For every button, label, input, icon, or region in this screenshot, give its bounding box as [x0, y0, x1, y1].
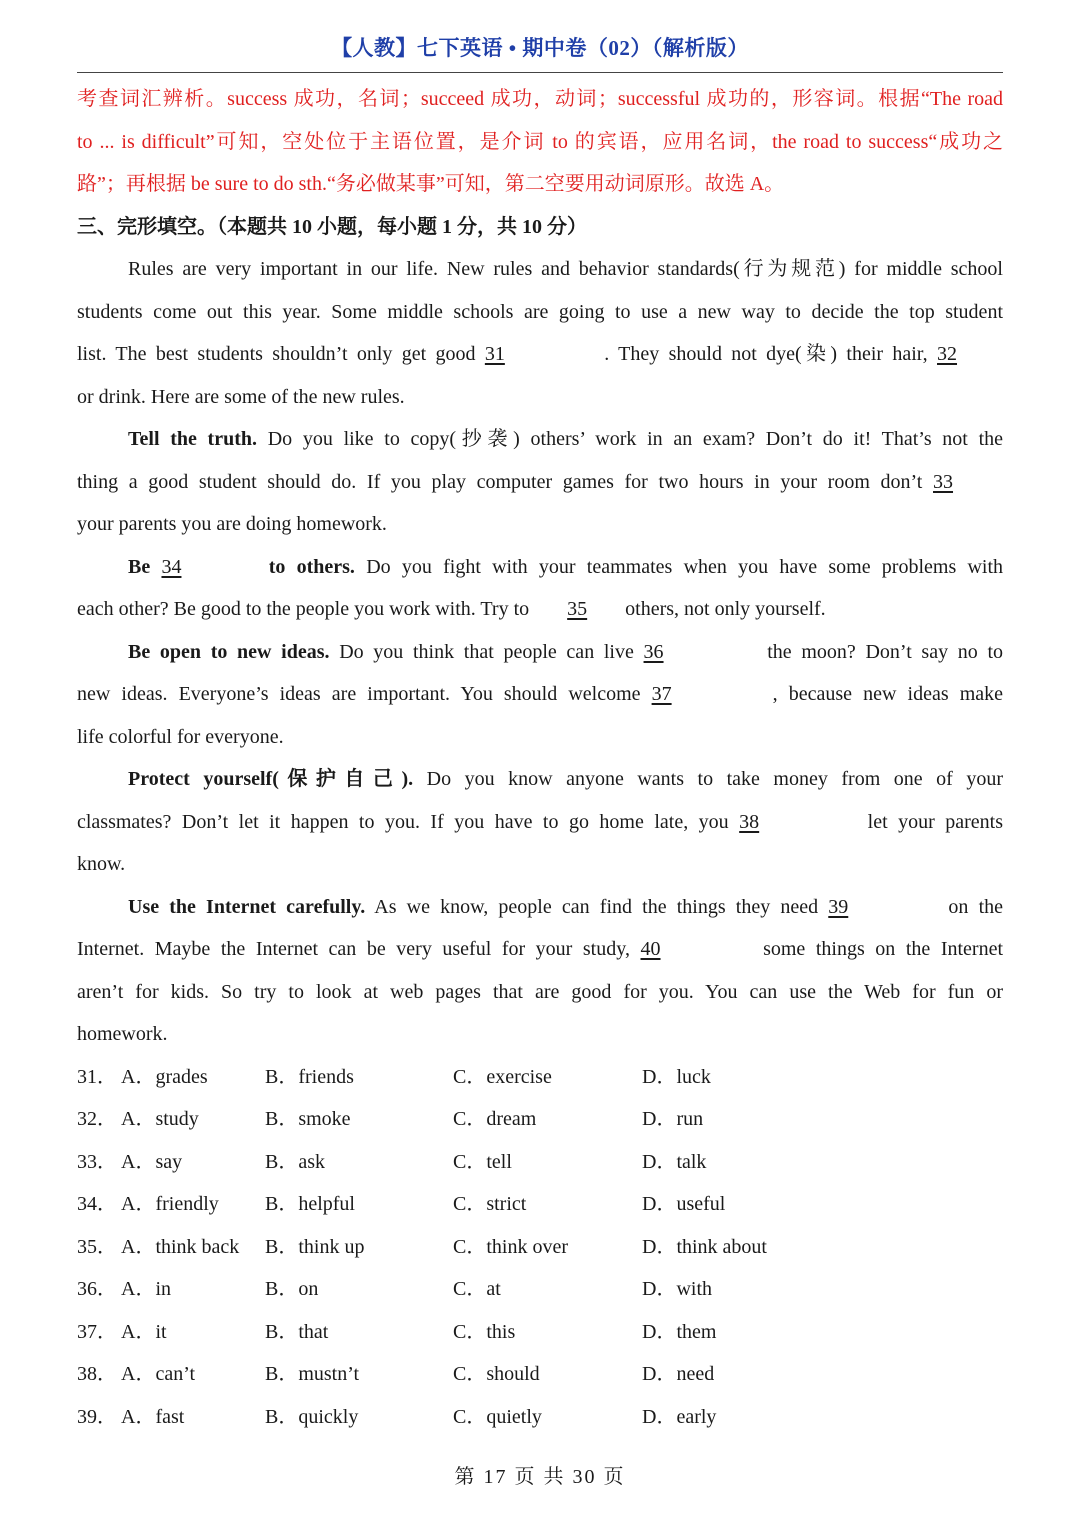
passage-line: students come out this year. Some middle schools are going to use a new way to decide the top student: [77, 300, 1003, 323]
option-d: D．run: [642, 1108, 704, 1130]
blank-38: 38: [739, 810, 760, 833]
option-row: [77, 1396, 1003, 1439]
passage-line: [77, 928, 1003, 971]
option-c: C．at: [453, 1278, 501, 1300]
option-b: B．think up: [265, 1235, 365, 1258]
explanation-line-1: 考查词汇辨析。success 成功，名词；succeed 成功，动词；successful 成功的，形容词。根据“The road: [77, 88, 1003, 110]
passage-line: [77, 418, 1003, 461]
passage-text: , because new ideas make: [772, 683, 1003, 705]
question-number: 38．: [77, 1363, 117, 1385]
option-b: B．quickly: [265, 1405, 359, 1428]
option-a: A．grades: [121, 1065, 208, 1088]
passage-line: [77, 588, 1003, 631]
passage-line: [77, 673, 1003, 716]
paragraph-heading: Be open to new ideas.: [128, 640, 330, 663]
passage-text: . They should not dye(染) their hair,: [604, 343, 928, 365]
blank-40: 40: [640, 938, 661, 960]
paragraph-heading: to others.: [268, 555, 355, 578]
question-number: 37．: [77, 1320, 117, 1343]
option-a: A．think back: [121, 1235, 240, 1258]
option-a: A．say: [121, 1150, 183, 1173]
passage-text: on the: [948, 895, 1004, 918]
header-divider: [77, 72, 1003, 73]
question-number: 39．: [77, 1405, 117, 1428]
passage-text: Do you fight with your teammates when you have some problems with: [366, 555, 1004, 578]
passage-line: your parents you are doing homework.: [77, 513, 387, 535]
option-b: B．mustn’t: [265, 1363, 360, 1385]
blank-36: 36: [643, 640, 664, 663]
option-c: C．should: [453, 1363, 540, 1385]
paragraph-heading: Protect yourself(保护自己).: [128, 768, 414, 790]
option-d: D．with: [642, 1278, 712, 1300]
option-row: [77, 1098, 1003, 1141]
passage-line: know.: [77, 853, 126, 875]
option-a: A．in: [121, 1278, 171, 1300]
option-b: B．helpful: [265, 1193, 355, 1215]
options-list: [77, 1056, 1003, 1439]
option-d: D．think about: [642, 1235, 767, 1258]
option-row: [77, 1353, 1003, 1396]
passage-text: As we know, people can find the things they need: [374, 895, 819, 918]
paragraph-heading: Tell the truth.: [128, 428, 258, 450]
question-number: 36．: [77, 1278, 117, 1300]
question-number: 32．: [77, 1108, 117, 1130]
option-b: B．that: [265, 1320, 329, 1343]
passage-text: new ideas. Everyone’s ideas are important. You should welcome: [77, 683, 641, 705]
question-number: 34．: [77, 1193, 117, 1215]
passage-text: the moon? Don’t say no to: [767, 640, 1004, 663]
passage-text: Internet. Maybe the Internet can be very useful for your study,: [77, 938, 630, 960]
blank-31: 31: [484, 343, 505, 365]
option-a: A．study: [121, 1108, 199, 1130]
option-b: B．on: [265, 1278, 319, 1300]
section-title: 三、完形填空。（本题共 10 小题，每小题 1 分，共 10 分）: [77, 215, 587, 238]
passage-line: or drink. Here are some of the new rules.: [77, 385, 405, 408]
option-a: A．friendly: [121, 1193, 219, 1215]
option-b: B．smoke: [265, 1108, 351, 1130]
question-number: 35．: [77, 1235, 117, 1258]
blank-35: 35: [567, 598, 588, 620]
passage-text: let your parents: [867, 810, 1004, 833]
passage-text: others, not only yourself.: [625, 598, 826, 620]
option-c: C．strict: [453, 1193, 527, 1215]
passage-text: Do you like to copy(抄袭) others’ work in an exam? Don’t do it! That’s not the: [267, 428, 1004, 450]
option-d: D．useful: [642, 1193, 726, 1215]
passage-line: [77, 758, 1003, 801]
option-d: D．luck: [642, 1065, 711, 1088]
option-d: D．them: [642, 1320, 717, 1343]
option-c: C．this: [453, 1320, 516, 1343]
passage-line: [77, 631, 1003, 674]
passage-line: [77, 461, 1003, 504]
blank-34: 34: [161, 555, 182, 578]
passage-text: each other? Be good to the people you work with. Try to: [77, 598, 530, 620]
document-body: [77, 78, 1003, 1438]
option-row: [77, 1311, 1003, 1354]
paragraph-heading: Be: [128, 555, 151, 578]
passage-line: homework.: [77, 1023, 168, 1045]
question-number: 33．: [77, 1150, 117, 1173]
passage-text: thing a good student should do. If you play computer games for two hours in your room don’t: [77, 470, 923, 493]
blank-39: 39: [828, 895, 849, 918]
option-b: B．ask: [265, 1150, 325, 1173]
page-footer: 第 17 页 共 30 页: [454, 1466, 626, 1488]
blank-37: 37: [651, 683, 672, 705]
option-b: B．friends: [265, 1065, 354, 1088]
passage-text: Do you think that people can live: [339, 640, 634, 663]
passage-text: Do you know anyone wants to take money from one of your: [426, 768, 1003, 790]
passage-line: [77, 333, 1003, 376]
option-c: C．tell: [453, 1150, 512, 1173]
passage-text: list. The best students shouldn’t only get good: [77, 343, 476, 365]
option-d: D．talk: [642, 1150, 707, 1173]
passage-line: [77, 546, 1003, 589]
option-row: [77, 1183, 1003, 1226]
option-c: C．quietly: [453, 1405, 542, 1428]
option-c: C．think over: [453, 1235, 568, 1258]
option-a: A．fast: [121, 1405, 185, 1428]
passage-line: Rules are very important in our life. New rules and behavior standards(行为规范) for middle school: [128, 258, 1003, 280]
option-row: [77, 1056, 1003, 1099]
option-row: [77, 1226, 1003, 1269]
question-number: 31．: [77, 1065, 117, 1088]
option-a: A．it: [121, 1320, 167, 1343]
passage-line: [77, 801, 1003, 844]
explanation-line-2: to ... is difficult”可知，空处位于主语位置，是介词 to 的宾语，应用名词，the road to success“成功之: [77, 130, 1003, 153]
blank-33: 33: [933, 470, 954, 493]
passage-text: some things on the Internet: [763, 938, 1004, 960]
passage-line: [77, 886, 1003, 929]
option-row: [77, 1268, 1003, 1311]
passage-line: aren’t for kids. So try to look at web pages that are good for you. You can use the Web for fun or: [77, 980, 1003, 1003]
paragraph-heading: Use the Internet carefully.: [128, 895, 366, 918]
passage-text: classmates? Don’t let it happen to you. If you have to go home late, you: [77, 810, 729, 833]
option-row: [77, 1141, 1003, 1184]
passage-line: life colorful for everyone.: [77, 725, 284, 748]
option-d: D．need: [642, 1363, 715, 1385]
explanation-line-3: 路”；再根据 be sure to do sth.“务必做某事”可知，第二空要用动词原形。故选 A。: [77, 173, 785, 195]
option-c: C．dream: [453, 1108, 537, 1130]
page-header-title: 【人教】七下英语 • 期中卷（02）（解析版）: [331, 36, 749, 60]
option-a: A．can’t: [121, 1363, 196, 1385]
option-d: D．early: [642, 1405, 717, 1428]
blank-32: 32: [937, 343, 958, 365]
option-c: C．exercise: [453, 1065, 552, 1088]
